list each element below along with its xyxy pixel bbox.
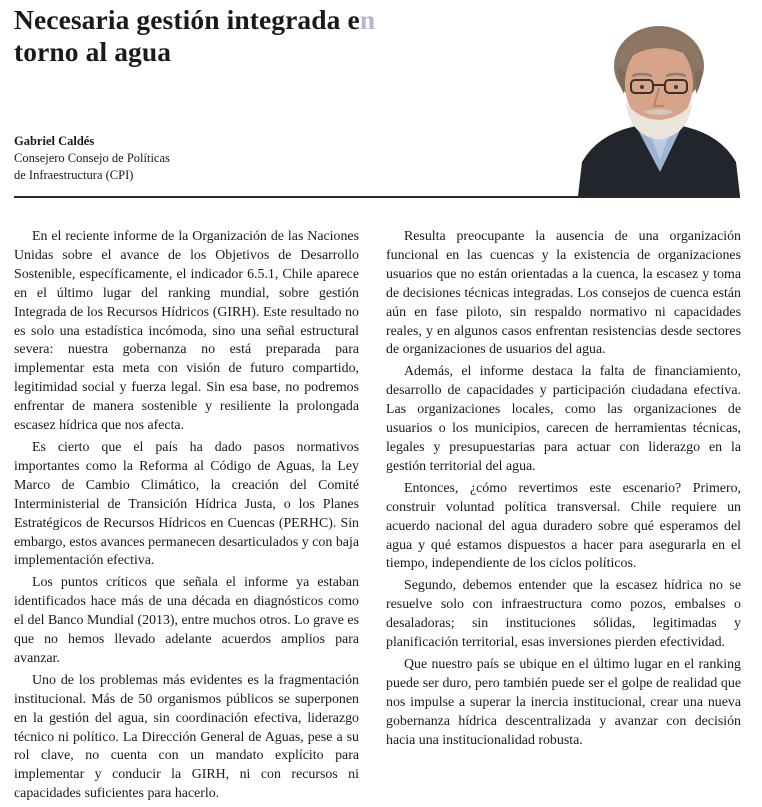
paragraph: Uno de los problemas más evidentes es la fragmentación institucional. Más de 50 organismos públicos se superponen en la gestión del agua, sin coordinación efectiva, liderazgo técnico ni político. La Dirección General de Aguas, pese a su rol clave, no cuenta con un mandato explícito para implementar y conducir la GIRH, ni con recursos ni capacidades suficientes para hacerlo. — [14, 672, 359, 802]
paragraph: Entonces, ¿cómo revertimos este escenario? Primero, construir voluntad política transversal. Chile requiere un acuerdo nacional del agua duradero sobre qué esperamos del agua y qué estamos dispuestos a hacer para asegurarla en el tiempo, independiente de los ciclos políticos. — [386, 480, 741, 572]
author-name: Gabriel Caldés — [14, 134, 95, 148]
article-column-left — [14, 228, 359, 807]
paragraph: Resulta preocupante la ausencia de una organización funcional en las cuencas y la existencia de organizaciones usuarios que no están orientadas a la cuenca, la escasez y toma de decisiones técnicas integradas. Los consejos de cuenca están aún en fase piloto, sin respaldo normativo ni capacidades reales, y en algunos casos enfrentan resistencias desde sectores de organizaciones de usuarios del agua. — [386, 229, 741, 358]
title-main-text: Necesaria gestión integrada e — [14, 4, 360, 35]
author-role-line1: Consejero Consejo de Políticas — [14, 151, 170, 165]
paragraph: Que nuestro país se ubique en el último lugar en el ranking puede ser duro, pero también puede ser el golpe de realidad que nos impulse a superar la inercia institucional, crear una nueva gobernanza hídrica descentralizada y avanzar con decisión hacia una institucionalidad robusta. — [386, 656, 741, 748]
title-faded-letter: n — [359, 4, 376, 35]
header-divider — [14, 196, 740, 198]
paragraph: En el reciente informe de la Organización de las Naciones Unidas sobre el avance de los Objetivos de Desarrollo Sostenible, específicamente, el indicador 6.5.1, Chile aparece en el último lugar del ranking mundial, sobre gestión Integrada de los Recursos Hídricos (GIRH). Este resultado no es solo una estadística incómoda, sino una señal estructural severa: nuestra gobernanza no está preparada para implementar esta meta con visión de futuro compartido, legitimidad social y fuerza legal. Sin esa base, no podremos enfrentar de manera sostenible y resiliente la prolongada escasez hídrica que nos afecta. — [14, 229, 359, 434]
article-title — [14, 4, 574, 68]
paragraph: Además, el informe destaca la falta de financiamiento, desarrollo de capacidades y participación ciudadana efectiva. Las organizaciones locales, como las organizaciones de usuarios o los municipios, carecen de herramientas técnicas, legales y presupuestarias para actuar con liderazgo en la gestión territorial del agua. — [386, 364, 741, 474]
author-role-line2: de Infraestructura (CPI) — [14, 168, 134, 182]
title-second-line: torno al agua — [14, 36, 172, 67]
paragraph: Es cierto que el país ha dado pasos normativos importantes como la Reforma al Código de Aguas, la Ley Marco de Cambio Climático, la creación del Comité Interministerial de Transición Hídrica Justa, o los Planes Estratégicos de Recursos Hídricos en Cuencas (PERHC). Sin embargo, estos avances permanecen desarticulados y con baja implementación efectiva. — [14, 439, 359, 569]
paragraph: Segundo, debemos entender que la escasez hídrica no se resuelve solo con infraestructura como pozos, embalses o desaladoras; sin instituciones sólidas, legitimadas y planificación territorial, esas inversiones pierden efectividad. — [386, 578, 741, 651]
article-column-right — [386, 228, 741, 753]
paragraph: Los puntos críticos que señala el informe ya estaban identificados hace más de una década en diagnósticos como el del Banco Mundial (2013), entre muchos otros. Lo grave es que no hemos llevado adelante acuerdos amplios para avanzar. — [14, 575, 359, 666]
author-portrait — [578, 22, 740, 196]
author-role — [14, 150, 274, 184]
